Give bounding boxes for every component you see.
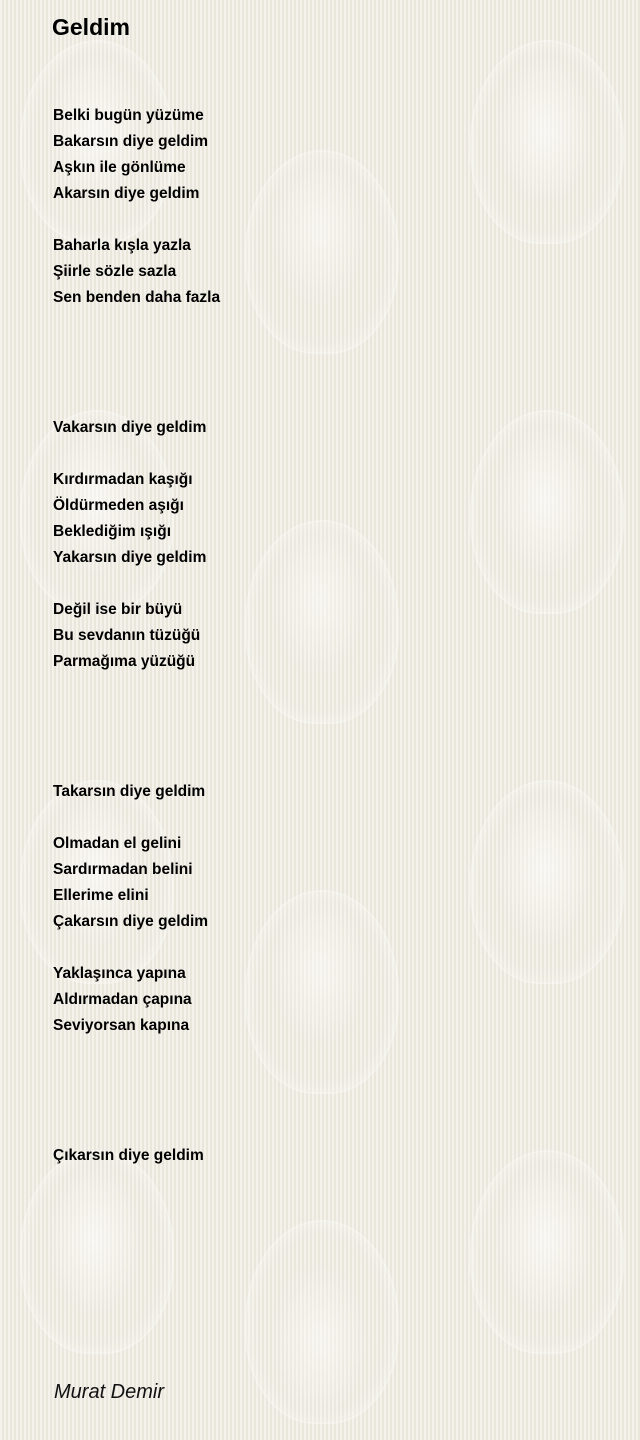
poem-line: Sen benden daha fazla (53, 289, 221, 306)
stanza-gap (53, 571, 613, 597)
stanza-gap (53, 805, 613, 831)
poem-line: Takarsın diye geldim (53, 783, 206, 800)
poem-author: Murat Demir (54, 1381, 165, 1403)
stanza-gap (53, 1091, 613, 1117)
poem-line: Öldürmeden aşığı (53, 497, 184, 514)
poem-line: Parmağıma yüzüğü (53, 653, 196, 670)
poem-title: Geldim (52, 14, 130, 40)
stanza-gap (53, 311, 613, 337)
poem-line: Olmadan el gelini (53, 835, 182, 852)
stanza-gap (53, 727, 613, 753)
poem-line: Şiirle sözle sazla (53, 263, 177, 280)
poem-line: Ellerime elini (53, 887, 149, 904)
poem-line: Belki bugün yüzüme (53, 107, 204, 124)
stanza-gap (53, 389, 613, 415)
poem-line: Sardırmadan belini (53, 861, 193, 878)
poem-line: Bu sevdanın tüzüğü (53, 627, 201, 644)
stanza-gap (53, 935, 613, 961)
stanza-gap (53, 675, 613, 701)
poem-line: Çakarsın diye geldim (53, 913, 209, 930)
poem-line: Seviyorsan kapına (53, 1017, 190, 1034)
background-ornament (20, 1150, 174, 1354)
poem-line: Değil ise bir büyü (53, 601, 183, 618)
stanza-gap (53, 337, 613, 363)
stanza-gap (53, 1117, 613, 1143)
stanza-gap (53, 1039, 613, 1065)
poem-line: Vakarsın diye geldim (53, 419, 207, 436)
poem-line: Yakarsın diye geldim (53, 549, 207, 566)
poem-line: Yaklaşınca yapına (53, 965, 186, 982)
poem-line: Bakarsın diye geldim (53, 133, 209, 150)
poem-line: Aldırmadan çapına (53, 991, 192, 1008)
stanza-gap (53, 701, 613, 727)
stanza-gap (53, 363, 613, 389)
stanza-gap (53, 1065, 613, 1091)
background-ornament (245, 1220, 399, 1424)
poem-line: Akarsın diye geldim (53, 185, 200, 202)
poem-line: Çıkarsın diye geldim (53, 1147, 204, 1164)
background-ornament (470, 1150, 624, 1354)
poem-body (53, 103, 613, 1169)
stanza-gap (53, 207, 613, 233)
stanza-gap (53, 441, 613, 467)
poem-line: Baharla kışla yazla (53, 237, 191, 254)
poem-line: Aşkın ile gönlüme (53, 159, 186, 176)
poem-line: Beklediğim ışığı (53, 523, 172, 540)
stanza-gap (53, 753, 613, 779)
poem-line: Kırdırmadan kaşığı (53, 471, 193, 488)
